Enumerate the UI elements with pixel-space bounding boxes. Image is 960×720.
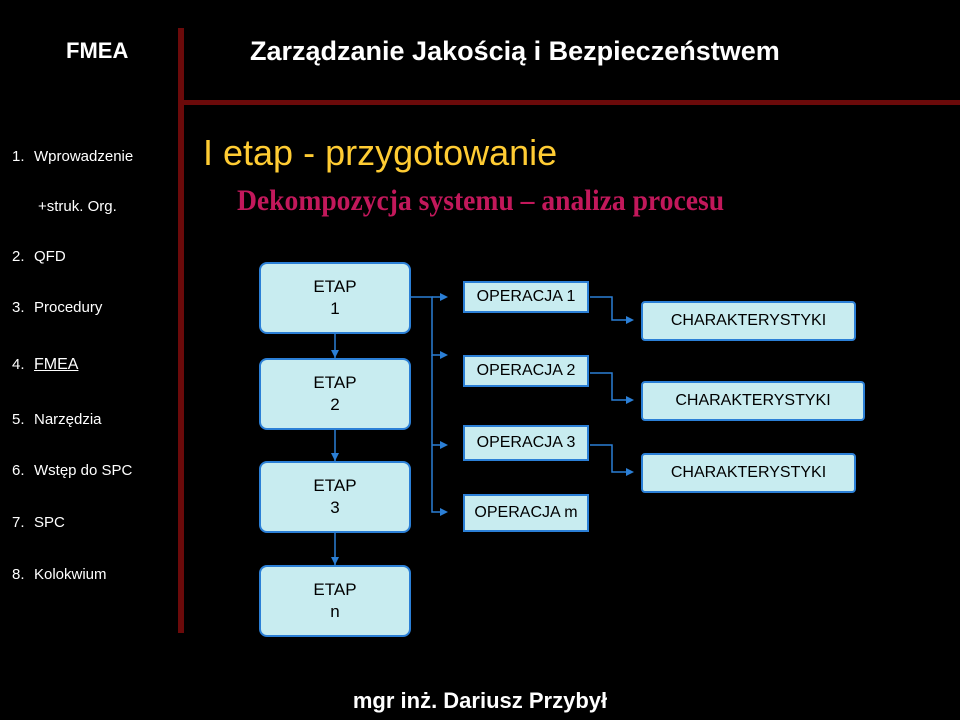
connector-op3-char <box>590 445 626 472</box>
etap-box-3: ETAP 3 <box>259 461 411 533</box>
author-label: mgr inż. Dariusz Przybył <box>352 688 608 713</box>
operation-box-1: OPERACJA 1 <box>463 281 589 313</box>
connector-ops-m <box>432 445 440 512</box>
brand-label: FMEA <box>66 38 129 63</box>
sidebar-item-narzedzia[interactable]: 5. Narzędzia <box>12 411 102 428</box>
connector-etap1-ops <box>410 297 440 355</box>
sidebar-item-wprowadzenie[interactable]: 1. Wprowadzenie <box>12 148 134 165</box>
sidebar-item-struk-org[interactable]: +struk. Org. <box>38 198 117 215</box>
etap-box-2: ETAP 2 <box>259 358 411 430</box>
operation-box-2: OPERACJA 2 <box>463 355 589 387</box>
connector-op1-char <box>590 297 626 320</box>
section-title: I etap - przygotowanie <box>203 132 558 173</box>
operation-box-m: OPERACJA m <box>463 494 589 532</box>
sidebar-item-procedury[interactable]: 3. Procedury <box>12 299 103 316</box>
sidebar-item-kolokwium[interactable]: 8. Kolokwium <box>12 566 107 583</box>
section-subtitle: Dekompozycja systemu – analiza procesu <box>237 184 725 217</box>
sidebar-item-spc[interactable]: 7. SPC <box>12 514 65 531</box>
characteristics-box-3: CHARAKTERYSTYKI <box>641 453 856 493</box>
characteristics-box-2: CHARAKTERYSTYKI <box>641 381 865 421</box>
etap-box-1: ETAP 1 <box>259 262 411 334</box>
operation-box-3: OPERACJA 3 <box>463 425 589 461</box>
sidebar-item-wstep-do-spc[interactable]: 6. Wstęp do SPC <box>12 462 133 479</box>
etap-box-n: ETAP n <box>259 565 411 637</box>
sidebar-item-fmea[interactable]: 4. FMEA <box>12 356 79 373</box>
sidebar-item-qfd[interactable]: 2. QFD <box>12 248 66 265</box>
connector-op2-char <box>590 373 626 400</box>
page-title: Zarządzanie Jakością i Bezpieczeństwem <box>250 36 780 66</box>
characteristics-box-1: CHARAKTERYSTYKI <box>641 301 856 341</box>
